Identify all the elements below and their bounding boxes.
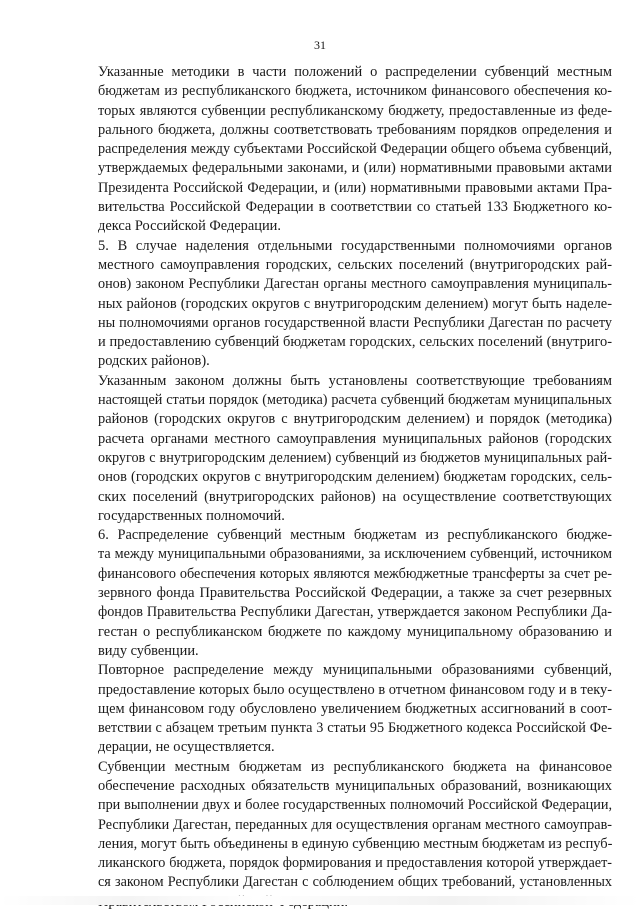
text-line: рального бюджета, должны соответствовать требованиям порядков определения и [98, 121, 612, 138]
text-line: Указанным законом должны быть установлены соответствующие требованиям [98, 372, 612, 389]
text-line: щем финансовом году обусловлено увеличением бюджетных ассигнований в соот- [98, 700, 612, 717]
text-line: предоставление которых было осуществлено в отчетном финансовом году и в теку- [98, 681, 612, 698]
document-body [62, 63, 612, 912]
text-line: 6. Распределение субвенций местным бюджетам из республиканского бюдже- [98, 527, 612, 544]
text-line: ления, могут быть объединены в единую субвенцию местным бюджетам из респуб- [98, 835, 612, 852]
text-line: ных районов (городских округов с внутригородским делением) могут быть наделе- [98, 295, 612, 312]
text-line: ветствии с абзацем третьим пункта 3 статьи 95 Бюджетного кодекса Российской Фе- [98, 720, 612, 737]
paragraph-p6 [62, 758, 612, 912]
text-line: обеспечение расходных обязательств муниципальных образований, возникающих [98, 777, 612, 794]
text-line: Республики Дагестан, переданных для осуществления органам местного самоуправ- [98, 816, 612, 833]
text-line: Повторное распределение между муниципальными образованиями субвенций, [98, 662, 612, 679]
text-line: утверждаемых федеральными законами, и (или) нормативными правовыми актами [98, 160, 612, 177]
text-line: местного самоуправления городских, сельских поселений (внутригородских рай- [98, 256, 612, 273]
paragraph-p4 [62, 526, 612, 661]
text-line: та между муниципальными образованиями, за исключением субвенций, источником [98, 546, 612, 563]
text-line: ся законом Республики Дагестан с соблюдением общих требований, установленных [98, 874, 612, 891]
text-line: при выполнении двух и более государственных полномочий Российской Федерации, [98, 797, 612, 814]
text-line: зервного фонда Правительства Российской Федерации, а также за счет резервных [98, 585, 612, 602]
text-line: Президента Российской Федерации, и (или) нормативными правовыми актами Пра- [98, 179, 612, 196]
text-line: распределения между субъектами Российской Федерации общего объема субвенций, [98, 141, 612, 158]
text-line: онов) законом Республики Дагестан органы местного самоуправления муниципаль- [98, 276, 612, 293]
text-line: бюджетам из республиканского бюджета, источником финансового обеспечения ко- [98, 83, 612, 100]
text-line: Субвенции местным бюджетам из республиканского бюджета на финансовое [98, 758, 612, 775]
paragraph-p5 [62, 661, 612, 757]
text-line: ны полномочиями органов государственной власти Республики Дагестан по расчету [98, 314, 612, 331]
scan-edge [0, 896, 640, 905]
text-line: настоящей статьи порядок (методика) расчета субвенций бюджетам муниципальных [98, 392, 612, 409]
paragraph-p3 [62, 372, 612, 526]
text-line: и предоставлению субвенций бюджетам городских, сельских поселений (внутриго- [98, 334, 612, 351]
text-line: 5. В случае наделения отдельными государственными полномочиями органов [98, 237, 612, 254]
text-line: ликанского бюджета, порядок формирования и предоставления которой утверждает- [98, 855, 612, 872]
text-line: Указанные методики в части положений о распределении субвенций местным [98, 64, 612, 80]
text-line: финансового обеспечения которых являются межбюджетные трансферты за счет ре- [98, 565, 612, 582]
text-line: дерации, не осуществляется. [98, 739, 275, 756]
text-line: ских поселений (внутригородских районов) на осуществление соответствующих [98, 488, 612, 505]
text-line: онов (городских округов с внутригородским делением) бюджетам городских, сель- [98, 469, 612, 486]
text-line: районов (городских округов с внутригородским делением) и порядок (методика) [98, 411, 612, 428]
text-line: гестан о республиканском бюджете по каждому муниципальному образованию и [98, 623, 612, 640]
text-line: вительства Российской Федерации в соответствии со статьей 133 Бюджетного ко- [98, 199, 612, 216]
text-line: декса Российской Федерации. [98, 218, 281, 235]
text-line: родских районов). [98, 353, 210, 370]
text-line: расчета органами местного самоуправления муниципальных районов (городских [98, 430, 612, 447]
text-line: торых являются субвенции республиканскому бюджету, предоставленные из феде- [98, 102, 612, 119]
page-number: 31 [314, 38, 326, 52]
text-line: фондов Правительства Республики Дагестан, утверждается законом Республики Да- [98, 604, 612, 621]
text-line: округов с внутригородским делением) субвенций из бюджетов муниципальных рай- [98, 449, 612, 466]
paragraph-p2 [62, 237, 612, 372]
paragraph-p1 [62, 63, 612, 237]
text-line: виду субвенции. [98, 642, 199, 659]
text-line: государственных полномочий. [98, 507, 285, 524]
